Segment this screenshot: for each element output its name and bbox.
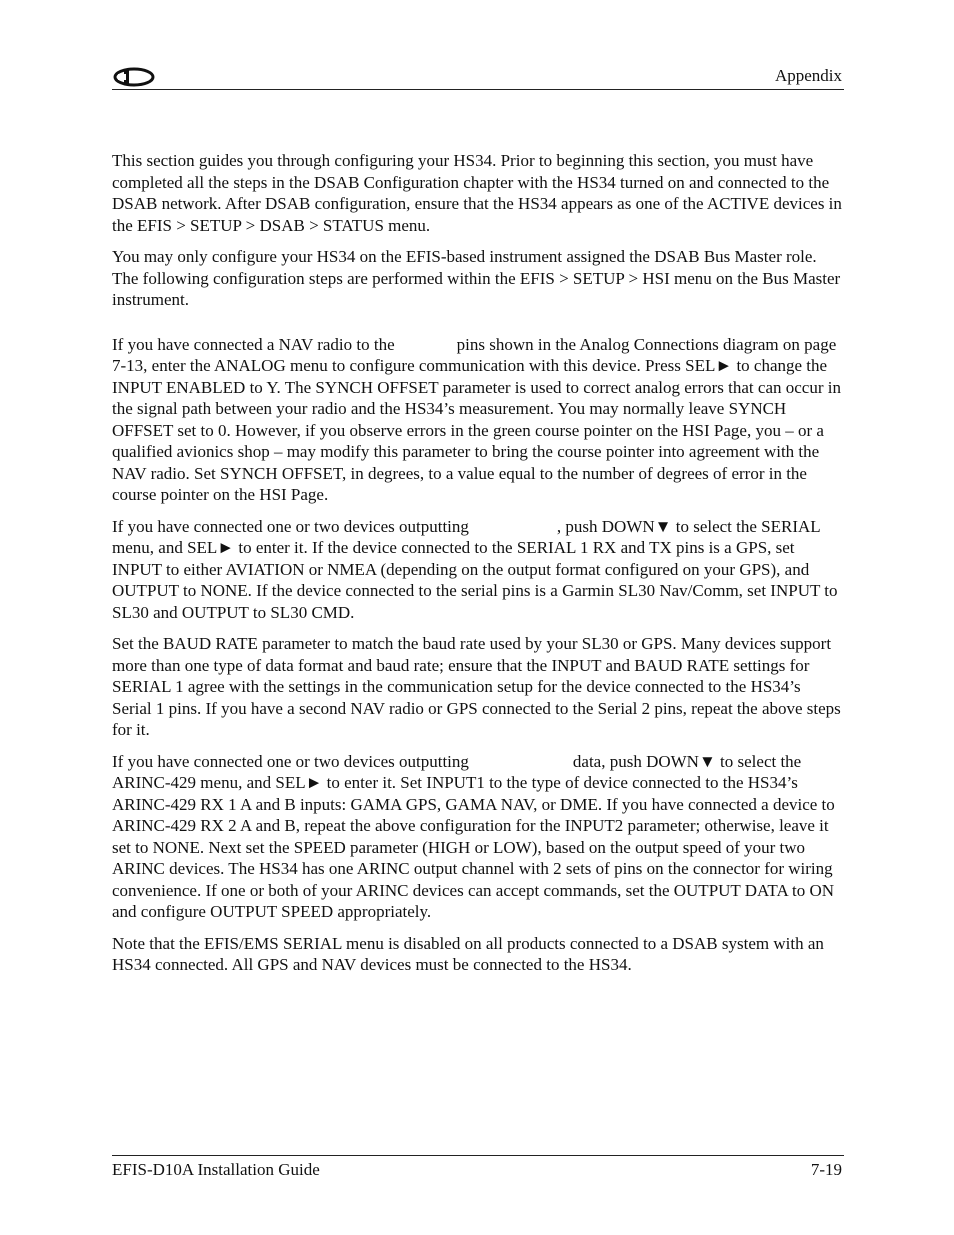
paragraph-arinc: [112, 751, 844, 923]
paragraph-analog: [112, 334, 844, 506]
paragraph-note: Note that the EFIS/EMS SERIAL menu is disabled on all products connected to a DSAB system with an HS34 connected. All GPS and NAV devices must be connected to the HS34.: [112, 933, 824, 974]
paragraph-baud-rate: Set the BAUD RATE parameter to match the baud rate used by your SL30 or GPS. Many devices support more than one type of data format and baud rate; ensure that the INPUT and BAUD RATE settings for SERIAL 1 agree with the settings in the communication setup for the device connected to the HS34’s Serial 1 pins. If you have a second NAV radio or GPS connected to the Serial 2 pins, repeat the above steps for it.: [112, 634, 841, 739]
paragraph-intro: This section guides you through configuring your HS34. Prior to beginning this section, you must have completed all the steps in the DSAB Configuration chapter with the HS34 turned on and connected to the DSAB network. After DSAB configuration, ensure that the HS34 appears as one of the ACTIVE devices in the EFIS > SETUP > DSAB > STATUS menu.: [112, 151, 842, 235]
header-title: Appendix: [774, 66, 842, 85]
paragraph-serial: [112, 516, 844, 624]
footer-page-number: 7-19: [810, 1160, 842, 1179]
dynon-logo-icon: [112, 66, 156, 88]
paragraph-bus-master: You may only configure your HS34 on the EFIS-based instrument assigned the DSAB Bus Master role. The following configuration steps are performed within the EFIS > SETUP > HSI menu on the Bus Master instrument.: [112, 247, 841, 309]
paragraph-analog-part2: pins shown in the Analog Connections diagram on page 7-13, enter the ANALOG menu to configure communication with this device. Press SEL► to change the INPUT ENABLED to Y. The SYNCH OFFSET parameter is used to correct analog errors that can occur in the signal path between your radio and the HS34’s measurement. You may normally leave SYNCH OFFSET set to 0. However, if you observe errors in the green course pointer on the HSI Page, you – or a qualified avionics shop – may modify this parameter to bring the course pointer into agreement with the NAV radio. Set SYNCH OFFSET, in degrees, to a value equal to the number of degrees of error in the course pointer on the HSI Page.: [112, 334, 841, 504]
page-header: [112, 60, 844, 90]
paragraph-arinc-part1: If you have connected one or two devices outputting: [112, 751, 469, 771]
page-footer: [112, 1155, 844, 1179]
body-text: [112, 150, 844, 986]
header-rule: [112, 89, 844, 90]
paragraph-serial-part2: , push DOWN▼ to select the SERIAL menu, and SEL► to enter it. If the device connected to the SERIAL 1 RX and TX pins is a GPS, set INPUT to either AVIATION or NMEA (depending on the output format configured on your GPS), and OUTPUT to NONE. If the device connected to the serial pins is a Garmin SL30 Nav/Comm, set INPUT to SL30 and OUTPUT to SL30 CMD.: [112, 516, 838, 622]
paragraph-serial-part1: If you have connected one or two devices outputting: [112, 516, 469, 536]
paragraph-arinc-part2: data, push DOWN▼ to select the ARINC-429 menu, and SEL► to enter it. Set INPUT1 to the type of device connected to the HS34’s ARINC-429 RX 1 A and B inputs: GAMA GPS, GAMA NAV, or DME. If you have connected a device to ARINC-429 RX 2 A and B, repeat the above configuration for the INPUT2 parameter; otherwise, leave it set to NONE. Next set the SPEED parameter (HIGH or LOW), based on the output speed of your two ARINC devices. The HS34 has one ARINC output channel with 2 sets of pins on the connector for wiring convenience. If one or both of your ARINC devices can accept commands, set the OUTPUT DATA to ON and configure OUTPUT SPEED appropriately.: [112, 751, 835, 921]
footer-guide-title: EFIS-D10A Installation Guide: [112, 1160, 320, 1179]
paragraph-analog-part1: If you have connected a NAV radio to the: [112, 334, 395, 354]
